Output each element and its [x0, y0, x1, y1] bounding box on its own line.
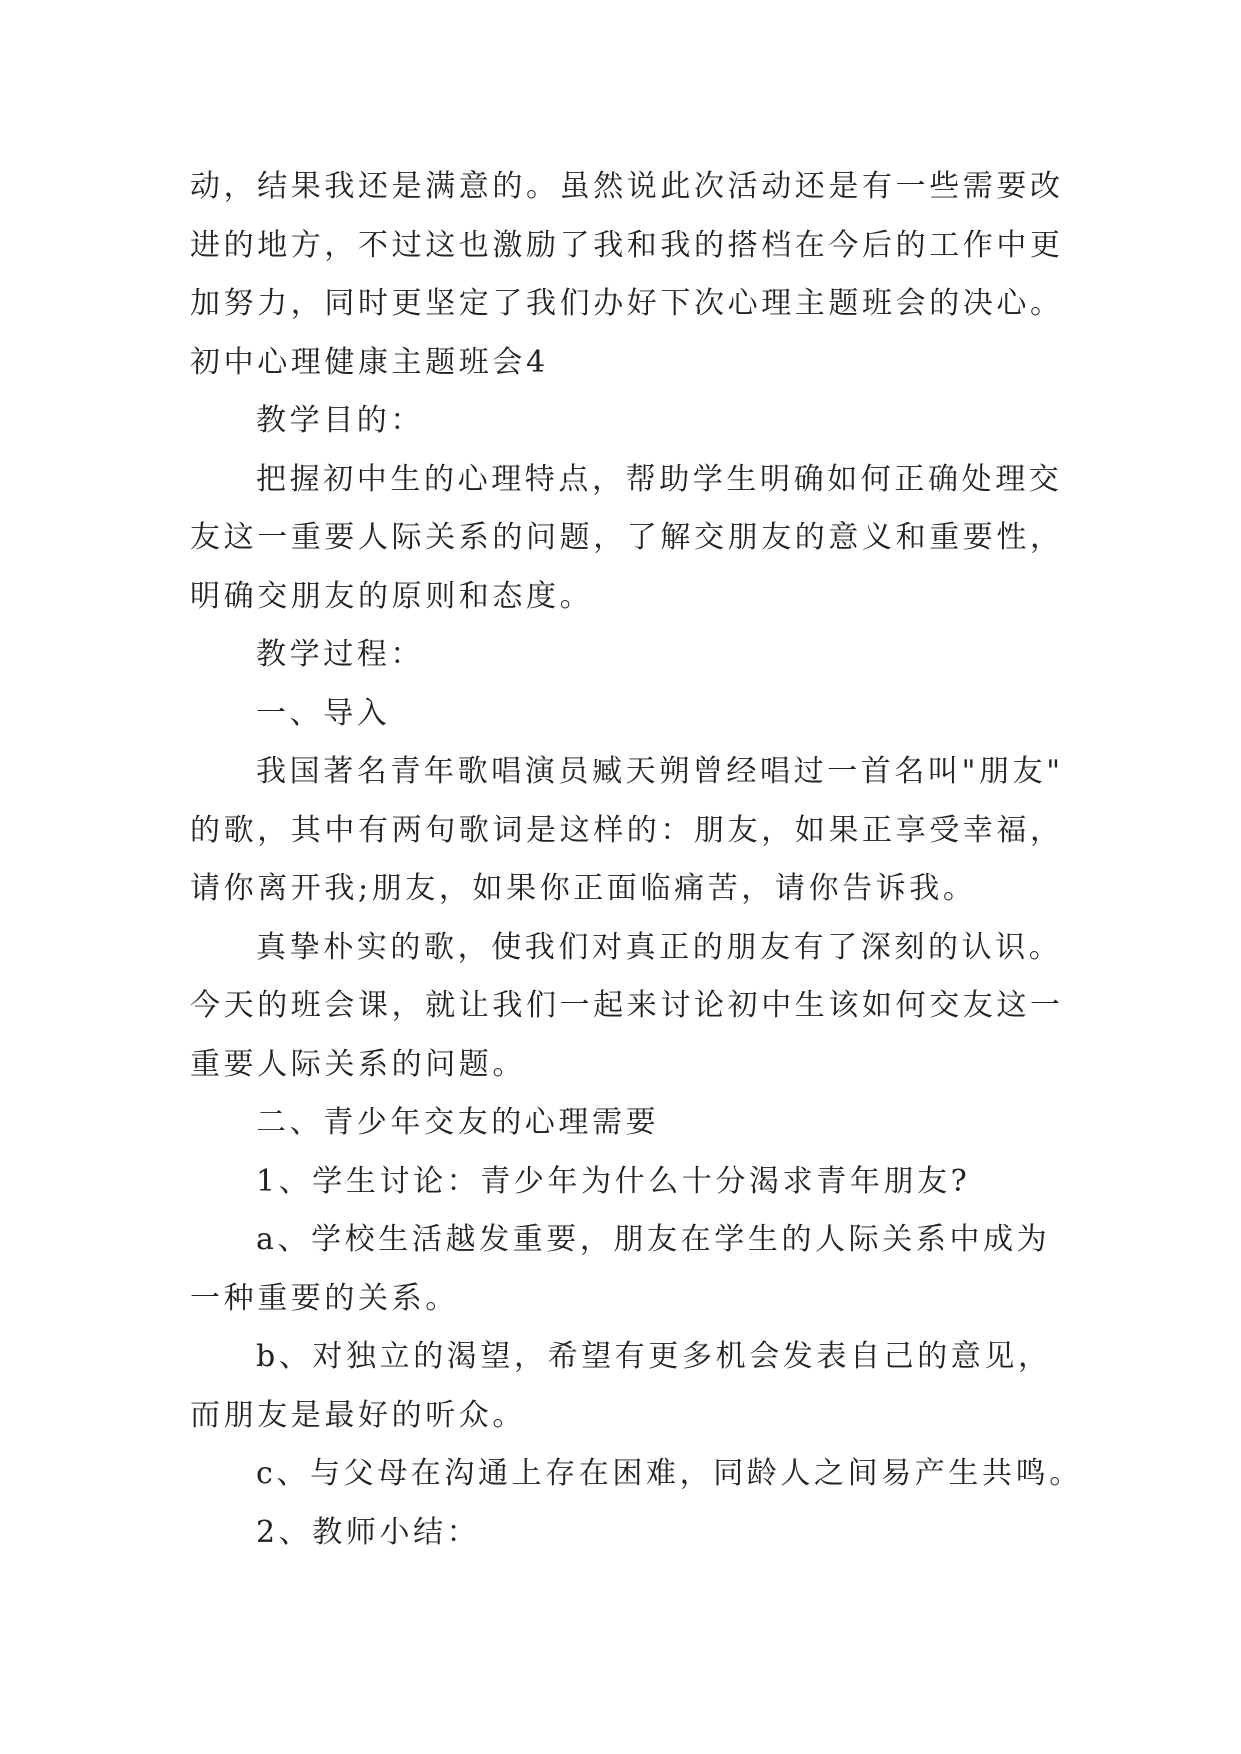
list-item: a、学校生活越发重要，朋友在学生的人际关系中成为: [256, 1222, 1051, 1257]
text-line: 进的地方，不过这也激励了我和我的搭档在今后的工作中更: [190, 227, 1064, 263]
subheading-teaching-goal: 教学目的：: [256, 403, 424, 438]
text-line: 今天的班会课，就让我们一起来讨论初中生该如何交友这一: [190, 988, 1064, 1023]
subheading-psych-needs: 二、青少年交友的心理需要: [256, 1105, 660, 1140]
text-line: 真挚朴实的歌，使我们对真正的朋友有了深刻的认识。: [256, 929, 1063, 965]
list-item: 1、学生讨论：青少年为什么十分渴求青年朋友?: [256, 1163, 971, 1199]
text-line: 我国著名青年歌唱演员臧天朔曾经唱过一首名叫"朋友": [256, 754, 1064, 789]
text-line: 而朋友是最好的听众。: [190, 1397, 526, 1433]
document-body: [190, 158, 1083, 1562]
text-line: 把握初中生的心理特点，帮助学生明确如何正确处理交: [256, 461, 1063, 497]
list-item: c、与父母在沟通上存在困难，同龄人之间易产生共鸣。: [256, 1456, 1083, 1491]
text-line: 动，结果我还是满意的。虽然说此次活动还是有一些需要改: [190, 169, 1064, 204]
section-heading: 初中心理健康主题班会4: [190, 344, 549, 380]
subheading-teaching-process: 教学过程：: [256, 637, 424, 672]
subheading-introduction: 一、导入: [256, 695, 391, 731]
text-line: 加努力，同时更坚定了我们办好下次心理主题班会的决心。: [190, 286, 1064, 321]
text-line: 明确交朋友的原则和态度。: [190, 578, 594, 614]
text-line: 的歌，其中有两句歌词是这样的：朋友，如果正享受幸福，: [190, 812, 1064, 848]
list-item: b、对独立的渴望，希望有更多机会发表自己的意见，: [256, 1339, 1052, 1374]
text-line: 友这一重要人际关系的问题，了解交朋友的意义和重要性，: [190, 520, 1064, 555]
text-line: 重要人际关系的问题。: [190, 1046, 526, 1082]
text-line: 请你离开我;朋友，如果你正面临痛苦，请你告诉我。: [190, 871, 977, 906]
list-item: 2、教师小结：: [256, 1514, 481, 1550]
text-line: 一种重要的关系。: [190, 1280, 459, 1316]
